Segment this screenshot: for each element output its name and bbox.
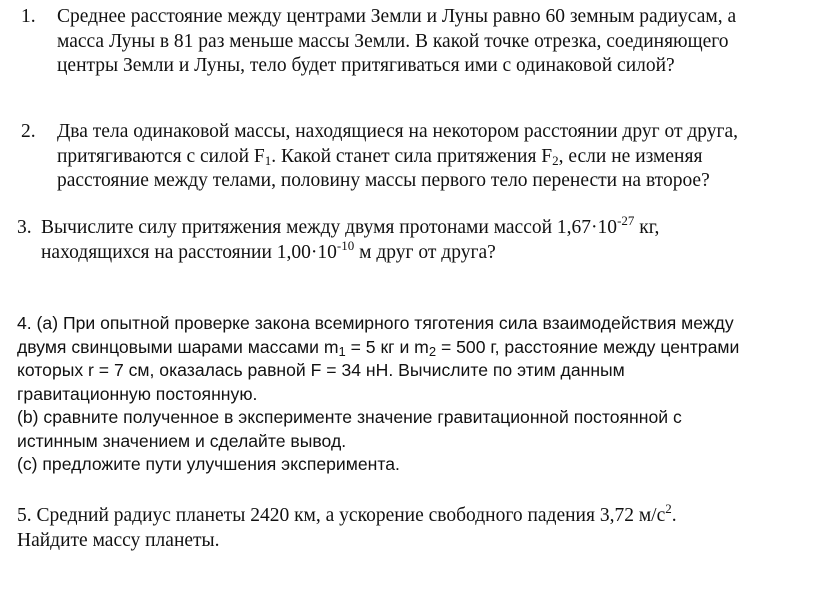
question-2-line-1: Два тела одинаковой массы, находящиеся на некотором расстоянии друг от друга, (57, 121, 739, 142)
question-4-line-7: (c) предложите пути улучшения эксперимента. (17, 454, 400, 474)
question-5-line-2: Найдите массу планеты. (17, 529, 220, 551)
question-4-line-4: гравитационную постоянную. (17, 383, 258, 404)
question-4-line-6: истинным значением и сделайте вывод. (17, 430, 347, 451)
question-3 (17, 213, 660, 265)
question-4-line-1: 4. (a) При опытной проверке закона всемирного тяготения сила взаимодействия между (17, 313, 734, 333)
question-1 (21, 5, 736, 79)
question-1-number: 1. (21, 6, 36, 27)
question-4-line-2: двумя свинцовыми шарами массами $m_1 = 5$ кг и $m_2 = 500$ г, расстояние между центрами (17, 336, 740, 359)
question-2-line-3: расстояние между телами, половину массы первого тело перенести на второе? (57, 170, 710, 191)
question-4 (17, 312, 739, 477)
question-1-line-3: центры Земли и Луны, тело будет притягиваться ими с одинаковой силой? (57, 55, 675, 76)
question-1-line-1: Среднее расстояние между центрами Земли и Луны равно 60 земным радиусам, а (57, 6, 737, 27)
question-5 (17, 501, 677, 553)
question-2-number: 2. (21, 121, 36, 142)
question-2-line-2: притягиваются с силой $F_1$. Какой станет сила притяжения $F_2$, если не изменяя (57, 145, 703, 168)
question-4-line-3: которых r = 7 см, оказалась равной F = 34 нН. Вычислите по этим данным (17, 360, 625, 380)
question-1-line-2: масса Луны в 81 раз меньше массы Земли. В какой точке отрезка, соединяющего (57, 30, 729, 52)
question-3-number: 3. (17, 217, 32, 238)
question-3-line-2: находящихся на расстоянии $1,00\cdot 10^{-10}$ м друг от друга? (41, 237, 496, 263)
question-4-line-5: (b) сравните полученное в эксперименте значение гравитационной постоянной с (17, 407, 682, 427)
question-3-line-1: Вычислите силу притяжения между двумя протонами массой $1,67\cdot 10^{-27}$ кг, (41, 213, 660, 238)
question-2 (21, 120, 738, 194)
question-5-line-1: 5. Средний радиус планеты 2420 км, а ускорение свободного падения 3,72 $м/с^2$. (17, 501, 677, 526)
